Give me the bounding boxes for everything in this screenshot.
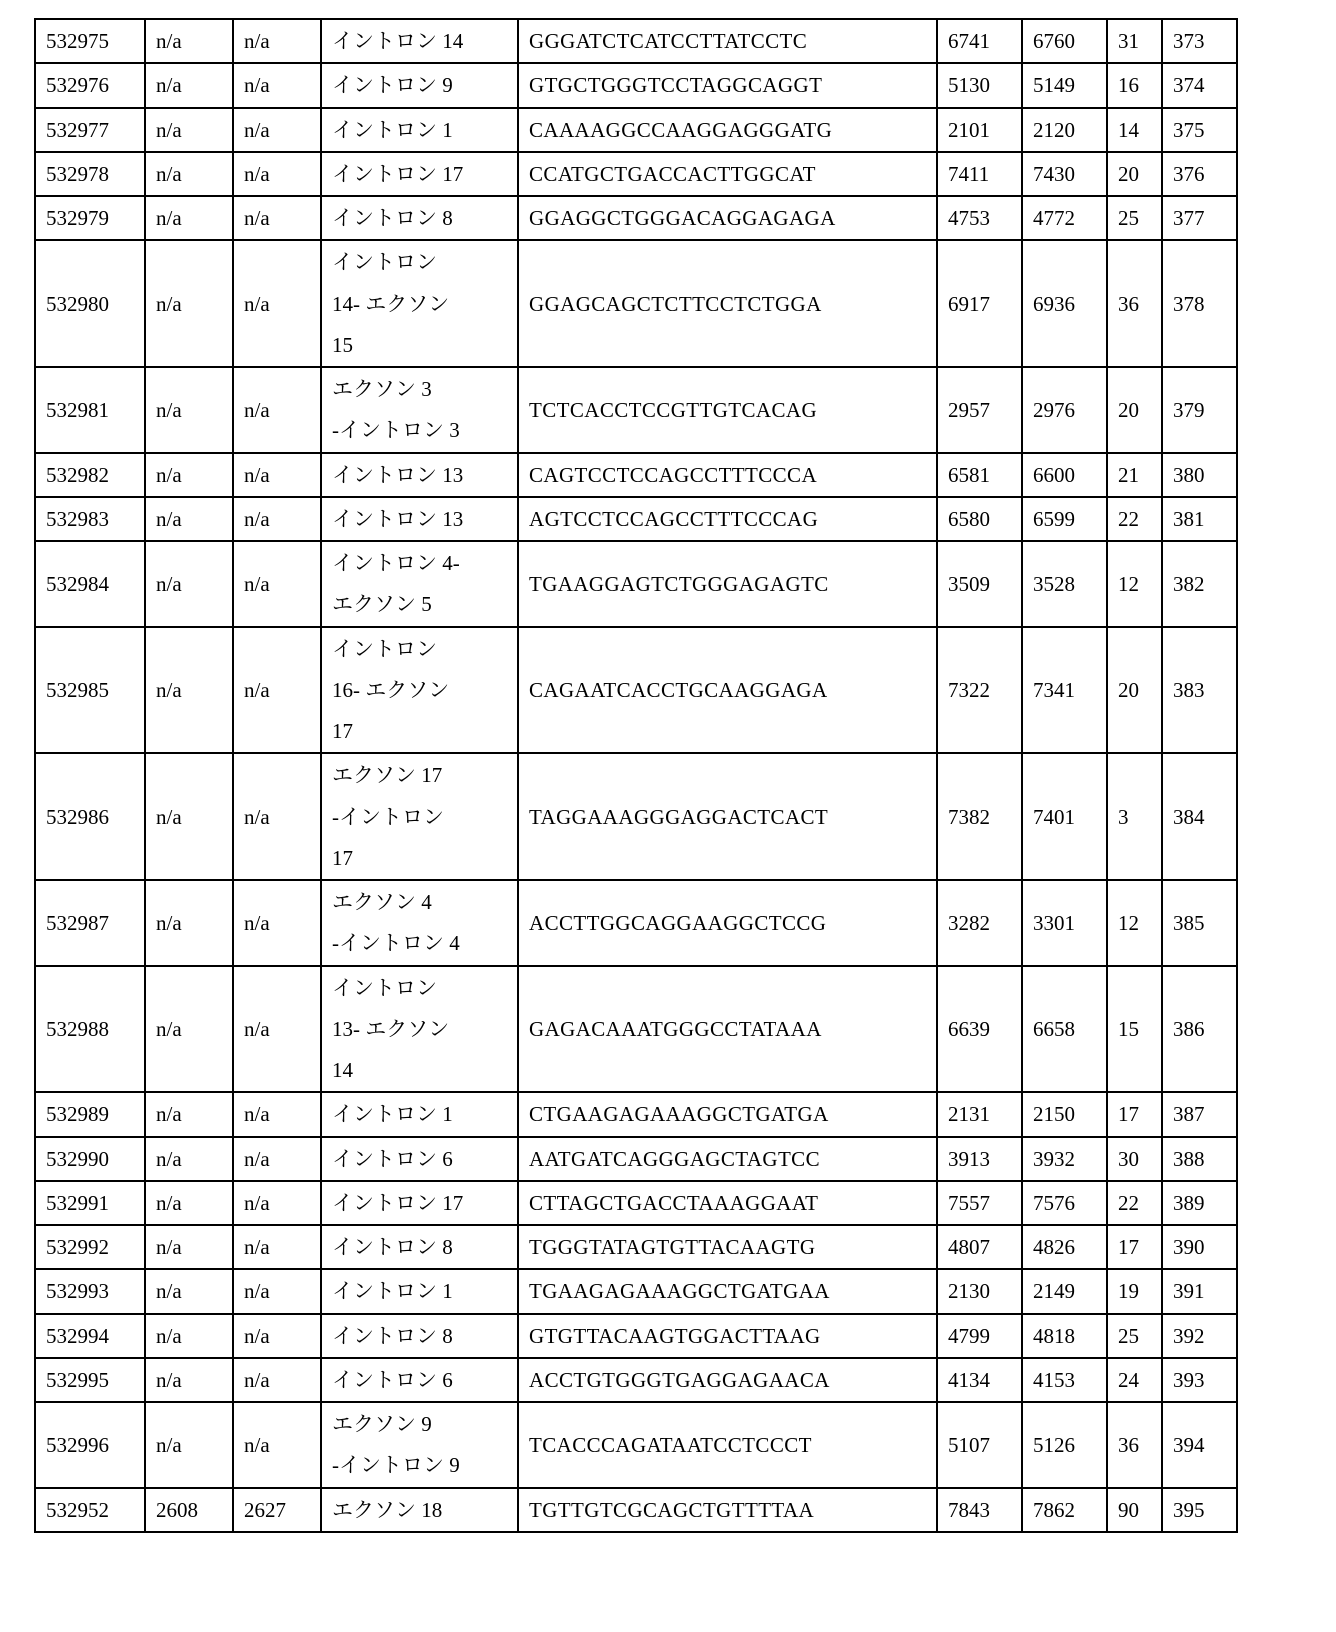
cell-seqid: 384 xyxy=(1162,753,1237,880)
table-row xyxy=(35,240,1237,367)
cell-seqid: 393 xyxy=(1162,1358,1237,1402)
region-line: イントロン 8 xyxy=(332,1323,453,1348)
cell-region xyxy=(321,367,518,453)
region-line: イントロン 17 xyxy=(332,1190,464,1215)
cell-seq: GGAGGCTGGGACAGGAGAGA xyxy=(518,196,937,240)
cell-region xyxy=(321,196,518,240)
cell-value: 16 xyxy=(1107,63,1162,107)
cell-start: 3282 xyxy=(937,880,1022,966)
cell-region xyxy=(321,1181,518,1225)
cell-region xyxy=(321,19,518,63)
table-row xyxy=(35,880,1237,966)
cell-seq: TGAAGGAGTCTGGGAGAGTC xyxy=(518,541,937,627)
cell-end: 7401 xyxy=(1022,753,1107,880)
cell-seq: CAGAATCACCTGCAAGGAGA xyxy=(518,627,937,754)
cell-end: 3932 xyxy=(1022,1137,1107,1181)
cell-end: 3528 xyxy=(1022,541,1107,627)
cell-seqid: 387 xyxy=(1162,1092,1237,1136)
region-line: 13- エクソン xyxy=(332,1016,450,1041)
table-row xyxy=(35,966,1237,1093)
table-row xyxy=(35,367,1237,453)
cell-col2: n/a xyxy=(145,497,233,541)
cell-seq: CAGTCCTCCAGCCTTTCCCA xyxy=(518,453,937,497)
cell-col2: n/a xyxy=(145,966,233,1093)
cell-id: 532982 xyxy=(35,453,145,497)
table-row xyxy=(35,152,1237,196)
region-line: エクソン 17 xyxy=(332,763,443,788)
cell-col2: n/a xyxy=(145,453,233,497)
cell-region xyxy=(321,108,518,152)
region-line: エクソン 18 xyxy=(332,1497,443,1522)
region-line: イントロン xyxy=(332,636,437,661)
cell-col2: n/a xyxy=(145,1092,233,1136)
region-line: 14- エクソン xyxy=(332,291,450,316)
cell-end: 2149 xyxy=(1022,1269,1107,1313)
cell-col2: n/a xyxy=(145,1358,233,1402)
cell-seqid: 395 xyxy=(1162,1488,1237,1532)
cell-end: 4772 xyxy=(1022,196,1107,240)
cell-id: 532977 xyxy=(35,108,145,152)
cell-seqid: 375 xyxy=(1162,108,1237,152)
cell-seqid: 376 xyxy=(1162,152,1237,196)
cell-col3: n/a xyxy=(233,1402,321,1488)
cell-seq: AGTCCTCCAGCCTTTCCCAG xyxy=(518,497,937,541)
cell-seq: TCACCCAGATAATCCTCCCT xyxy=(518,1402,937,1488)
cell-id: 532952 xyxy=(35,1488,145,1532)
cell-col2: n/a xyxy=(145,753,233,880)
cell-col3: n/a xyxy=(233,497,321,541)
cell-end: 7862 xyxy=(1022,1488,1107,1532)
cell-seq: ACCTGTGGGTGAGGAGAACA xyxy=(518,1358,937,1402)
cell-id: 532979 xyxy=(35,196,145,240)
cell-seq: GGGATCTCATCCTTATCCTC xyxy=(518,19,937,63)
cell-value: 15 xyxy=(1107,966,1162,1093)
cell-region xyxy=(321,753,518,880)
cell-start: 2131 xyxy=(937,1092,1022,1136)
region-line: -イントロン 4 xyxy=(332,931,460,956)
cell-end: 6658 xyxy=(1022,966,1107,1093)
cell-seq: TGAAGAGAAAGGCTGATGAA xyxy=(518,1269,937,1313)
cell-seq: TAGGAAAGGGAGGACTCACT xyxy=(518,753,937,880)
cell-region xyxy=(321,240,518,367)
cell-value: 24 xyxy=(1107,1358,1162,1402)
cell-id: 532976 xyxy=(35,63,145,107)
cell-seq: CCATGCTGACCACTTGGCAT xyxy=(518,152,937,196)
cell-end: 4826 xyxy=(1022,1225,1107,1269)
cell-end: 6599 xyxy=(1022,497,1107,541)
cell-region xyxy=(321,966,518,1093)
cell-start: 2101 xyxy=(937,108,1022,152)
region-line: エクソン 4 xyxy=(332,890,432,914)
cell-seqid: 377 xyxy=(1162,196,1237,240)
cell-col3: n/a xyxy=(233,453,321,497)
cell-region xyxy=(321,1402,518,1488)
region-line: -イントロン 3 xyxy=(332,418,460,443)
cell-seq: ACCTTGGCAGGAAGGCTCCG xyxy=(518,880,937,966)
region-line: イントロン 13 xyxy=(332,462,464,487)
cell-col3: n/a xyxy=(233,753,321,880)
cell-col2: n/a xyxy=(145,63,233,107)
table-row xyxy=(35,1137,1237,1181)
cell-col2: n/a xyxy=(145,1269,233,1313)
cell-id: 532990 xyxy=(35,1137,145,1181)
cell-end: 2120 xyxy=(1022,108,1107,152)
cell-col3: 2627 xyxy=(233,1488,321,1532)
region-line: イントロン 9 xyxy=(332,73,453,98)
table-row xyxy=(35,541,1237,627)
cell-seqid: 385 xyxy=(1162,880,1237,966)
cell-id: 532991 xyxy=(35,1181,145,1225)
cell-value: 90 xyxy=(1107,1488,1162,1532)
cell-col2: n/a xyxy=(145,240,233,367)
region-line: エクソン 3 xyxy=(332,377,432,401)
cell-start: 3509 xyxy=(937,541,1022,627)
cell-seqid: 382 xyxy=(1162,541,1237,627)
cell-id: 532978 xyxy=(35,152,145,196)
cell-col3: n/a xyxy=(233,19,321,63)
cell-seqid: 381 xyxy=(1162,497,1237,541)
cell-seqid: 389 xyxy=(1162,1181,1237,1225)
cell-value: 20 xyxy=(1107,367,1162,453)
cell-col3: n/a xyxy=(233,1137,321,1181)
cell-start: 6580 xyxy=(937,497,1022,541)
cell-start: 2130 xyxy=(937,1269,1022,1313)
cell-region xyxy=(321,63,518,107)
cell-seq: CAAAAGGCCAAGGAGGGATG xyxy=(518,108,937,152)
cell-seq: AATGATCAGGGAGCTAGTCC xyxy=(518,1137,937,1181)
cell-col3: n/a xyxy=(233,541,321,627)
region-line: -イントロン 9 xyxy=(332,1453,460,1478)
cell-region xyxy=(321,1314,518,1358)
cell-start: 5130 xyxy=(937,63,1022,107)
cell-col3: n/a xyxy=(233,240,321,367)
cell-col3: n/a xyxy=(233,196,321,240)
cell-id: 532984 xyxy=(35,541,145,627)
cell-value: 22 xyxy=(1107,1181,1162,1225)
cell-col2: n/a xyxy=(145,367,233,453)
cell-end: 5149 xyxy=(1022,63,1107,107)
cell-start: 6917 xyxy=(937,240,1022,367)
cell-value: 25 xyxy=(1107,196,1162,240)
cell-col2: n/a xyxy=(145,108,233,152)
cell-id: 532975 xyxy=(35,19,145,63)
cell-start: 6639 xyxy=(937,966,1022,1093)
table-row xyxy=(35,1181,1237,1225)
cell-col2: n/a xyxy=(145,196,233,240)
cell-start: 7411 xyxy=(937,152,1022,196)
cell-region xyxy=(321,1225,518,1269)
table-row xyxy=(35,753,1237,880)
region-line: 15 xyxy=(332,332,353,357)
cell-region xyxy=(321,1269,518,1313)
cell-value: 30 xyxy=(1107,1137,1162,1181)
table-row xyxy=(35,1269,1237,1313)
region-line: エクソン 5 xyxy=(332,592,432,617)
cell-start: 5107 xyxy=(937,1402,1022,1488)
region-line: イントロン 17 xyxy=(332,161,464,186)
cell-col2: n/a xyxy=(145,152,233,196)
cell-start: 7322 xyxy=(937,627,1022,754)
cell-id: 532980 xyxy=(35,240,145,367)
cell-value: 20 xyxy=(1107,152,1162,196)
cell-id: 532994 xyxy=(35,1314,145,1358)
region-line: イントロン xyxy=(332,975,437,1000)
cell-value: 31 xyxy=(1107,19,1162,63)
cell-col2: n/a xyxy=(145,1314,233,1358)
cell-id: 532993 xyxy=(35,1269,145,1313)
region-line: イントロン 13 xyxy=(332,506,464,531)
table-row xyxy=(35,196,1237,240)
cell-seq: GAGACAAATGGGCCTATAAA xyxy=(518,966,937,1093)
cell-seqid: 388 xyxy=(1162,1137,1237,1181)
region-line: 17 xyxy=(332,719,353,743)
cell-value: 14 xyxy=(1107,108,1162,152)
cell-start: 4799 xyxy=(937,1314,1022,1358)
region-line: 17 xyxy=(332,845,353,870)
cell-col3: n/a xyxy=(233,108,321,152)
cell-region xyxy=(321,497,518,541)
cell-col3: n/a xyxy=(233,880,321,966)
cell-start: 3913 xyxy=(937,1137,1022,1181)
region-line: イントロン 8 xyxy=(332,206,453,230)
cell-col3: n/a xyxy=(233,1225,321,1269)
cell-id: 532996 xyxy=(35,1402,145,1488)
cell-end: 2150 xyxy=(1022,1092,1107,1136)
cell-seq: TCTCACCTCCGTTGTCACAG xyxy=(518,367,937,453)
cell-id: 532992 xyxy=(35,1225,145,1269)
cell-col3: n/a xyxy=(233,63,321,107)
cell-col3: n/a xyxy=(233,966,321,1093)
cell-region xyxy=(321,1092,518,1136)
sequence-table xyxy=(34,18,1238,1533)
cell-seq: TGGGTATAGTGTTACAAGTG xyxy=(518,1225,937,1269)
cell-col3: n/a xyxy=(233,1092,321,1136)
region-line: イントロン 1 xyxy=(332,1279,453,1304)
cell-seq: TGTTGTCGCAGCTGTTTTAA xyxy=(518,1488,937,1532)
region-line: 16- エクソン xyxy=(332,677,450,702)
cell-end: 6936 xyxy=(1022,240,1107,367)
cell-end: 4153 xyxy=(1022,1358,1107,1402)
cell-seqid: 390 xyxy=(1162,1225,1237,1269)
region-line: イントロン 14 xyxy=(332,29,464,53)
cell-col2: n/a xyxy=(145,1402,233,1488)
cell-seqid: 379 xyxy=(1162,367,1237,453)
region-line: イントロン 4- xyxy=(332,551,460,575)
cell-end: 2976 xyxy=(1022,367,1107,453)
cell-col3: n/a xyxy=(233,1358,321,1402)
cell-region xyxy=(321,1137,518,1181)
region-line: イントロン xyxy=(332,250,437,275)
cell-seqid: 380 xyxy=(1162,453,1237,497)
cell-region xyxy=(321,453,518,497)
cell-id: 532981 xyxy=(35,367,145,453)
cell-start: 7843 xyxy=(937,1488,1022,1532)
cell-value: 36 xyxy=(1107,1402,1162,1488)
table-row xyxy=(35,1225,1237,1269)
cell-col3: n/a xyxy=(233,367,321,453)
cell-end: 7341 xyxy=(1022,627,1107,754)
cell-start: 7557 xyxy=(937,1181,1022,1225)
cell-id: 532989 xyxy=(35,1092,145,1136)
region-line: -イントロン xyxy=(332,804,444,829)
cell-start: 7382 xyxy=(937,753,1022,880)
cell-start: 4753 xyxy=(937,196,1022,240)
cell-value: 17 xyxy=(1107,1225,1162,1269)
cell-col2: n/a xyxy=(145,19,233,63)
cell-id: 532983 xyxy=(35,497,145,541)
cell-value: 19 xyxy=(1107,1269,1162,1313)
cell-seq: GGAGCAGCTCTTCCTCTGGA xyxy=(518,240,937,367)
cell-value: 22 xyxy=(1107,497,1162,541)
cell-col3: n/a xyxy=(233,1269,321,1313)
cell-seqid: 391 xyxy=(1162,1269,1237,1313)
cell-seqid: 392 xyxy=(1162,1314,1237,1358)
region-line: イントロン 1 xyxy=(332,1102,453,1127)
cell-value: 17 xyxy=(1107,1092,1162,1136)
table-row xyxy=(35,1092,1237,1136)
cell-seqid: 383 xyxy=(1162,627,1237,754)
cell-col2: n/a xyxy=(145,1137,233,1181)
cell-start: 6741 xyxy=(937,19,1022,63)
cell-region xyxy=(321,541,518,627)
cell-end: 5126 xyxy=(1022,1402,1107,1488)
region-line: イントロン 6 xyxy=(332,1146,453,1171)
region-line: イントロン 8 xyxy=(332,1235,453,1259)
cell-seqid: 373 xyxy=(1162,19,1237,63)
cell-seq: CTTAGCTGACCTAAAGGAAT xyxy=(518,1181,937,1225)
cell-seq: CTGAAGAGAAAGGCTGATGA xyxy=(518,1092,937,1136)
table-row xyxy=(35,108,1237,152)
cell-col3: n/a xyxy=(233,1314,321,1358)
cell-end: 6760 xyxy=(1022,19,1107,63)
cell-start: 2957 xyxy=(937,367,1022,453)
cell-value: 20 xyxy=(1107,627,1162,754)
table-row xyxy=(35,19,1237,63)
cell-region xyxy=(321,1488,518,1532)
table-body xyxy=(35,19,1237,1532)
cell-end: 6600 xyxy=(1022,453,1107,497)
cell-id: 532987 xyxy=(35,880,145,966)
cell-col2: n/a xyxy=(145,880,233,966)
cell-seqid: 378 xyxy=(1162,240,1237,367)
cell-value: 21 xyxy=(1107,453,1162,497)
cell-region xyxy=(321,627,518,754)
cell-col2: 2608 xyxy=(145,1488,233,1532)
cell-col2: n/a xyxy=(145,1181,233,1225)
region-line: イントロン 1 xyxy=(332,117,453,142)
cell-value: 12 xyxy=(1107,541,1162,627)
cell-col2: n/a xyxy=(145,541,233,627)
cell-col2: n/a xyxy=(145,1225,233,1269)
cell-seqid: 374 xyxy=(1162,63,1237,107)
cell-end: 7576 xyxy=(1022,1181,1107,1225)
table-row xyxy=(35,63,1237,107)
region-line: 14 xyxy=(332,1058,353,1082)
table-row xyxy=(35,1488,1237,1532)
table-row xyxy=(35,453,1237,497)
cell-value: 12 xyxy=(1107,880,1162,966)
cell-seqid: 394 xyxy=(1162,1402,1237,1488)
cell-id: 532985 xyxy=(35,627,145,754)
cell-col3: n/a xyxy=(233,627,321,754)
cell-id: 532986 xyxy=(35,753,145,880)
cell-id: 532988 xyxy=(35,966,145,1093)
cell-region xyxy=(321,880,518,966)
cell-value: 36 xyxy=(1107,240,1162,367)
cell-seqid: 386 xyxy=(1162,966,1237,1093)
cell-region xyxy=(321,1358,518,1402)
table-row xyxy=(35,497,1237,541)
cell-start: 6581 xyxy=(937,453,1022,497)
cell-col2: n/a xyxy=(145,627,233,754)
cell-start: 4134 xyxy=(937,1358,1022,1402)
cell-col3: n/a xyxy=(233,152,321,196)
region-line: エクソン 9 xyxy=(332,1412,432,1436)
table-row xyxy=(35,627,1237,754)
cell-region xyxy=(321,152,518,196)
cell-end: 7430 xyxy=(1022,152,1107,196)
table-row xyxy=(35,1314,1237,1358)
cell-id: 532995 xyxy=(35,1358,145,1402)
table-row xyxy=(35,1402,1237,1488)
table-row xyxy=(35,1358,1237,1402)
cell-value: 3 xyxy=(1107,753,1162,880)
cell-seq: GTGCTGGGTCCTAGGCAGGT xyxy=(518,63,937,107)
cell-end: 4818 xyxy=(1022,1314,1107,1358)
cell-seq: GTGTTACAAGTGGACTTAAG xyxy=(518,1314,937,1358)
region-line: イントロン 6 xyxy=(332,1367,453,1392)
cell-col3: n/a xyxy=(233,1181,321,1225)
cell-start: 4807 xyxy=(937,1225,1022,1269)
cell-end: 3301 xyxy=(1022,880,1107,966)
cell-value: 25 xyxy=(1107,1314,1162,1358)
